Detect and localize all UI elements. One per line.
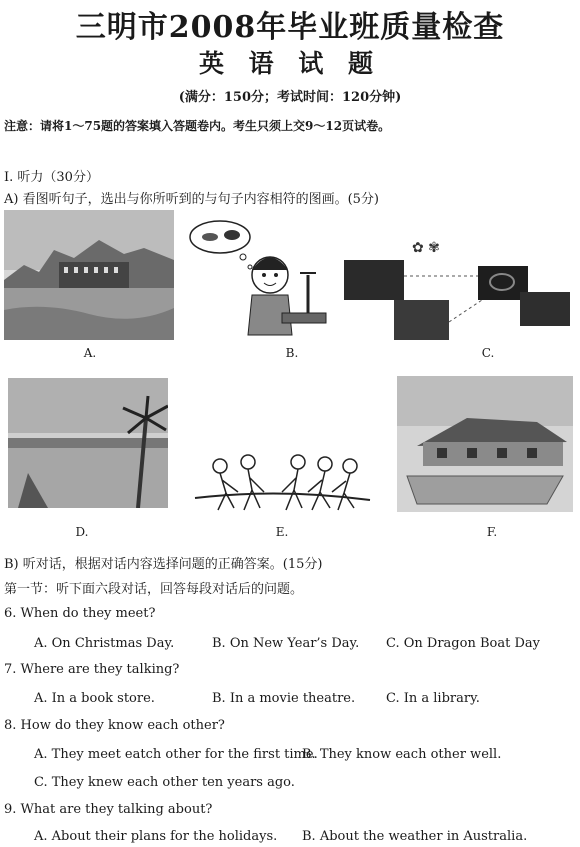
q6-option-a[interactable]: A. On Christmas Day. [34, 636, 175, 651]
picture-b-boy-at-table-icon [188, 215, 338, 343]
part1-heading: I. 听力（30分） [4, 170, 99, 185]
exam-meta: (满分：150分；考试时间：120分钟) [178, 90, 402, 105]
question-9-stem: 9. What are they talking about? [4, 802, 213, 817]
picture-a-label: A. [83, 346, 97, 360]
q8-option-c[interactable]: C. They knew each other ten years ago. [34, 775, 295, 790]
question-7-stem: 7. Where are they talking? [4, 662, 180, 677]
picture-e-tug-of-war-icon [190, 448, 375, 518]
picture-b-label: B. [285, 346, 299, 360]
picture-a-palace-landscape-icon [4, 210, 174, 340]
exam-subtitle: 英 语 试 题 [198, 49, 382, 78]
svg-text:✿ ✾: ✿ ✾ [412, 240, 440, 256]
picture-d-label: D. [75, 525, 89, 539]
q7-option-b[interactable]: B. In a movie theatre. [212, 691, 356, 706]
picture-c-label: C. [481, 346, 495, 360]
q6-option-b[interactable]: B. On New Year’s Day. [212, 636, 360, 651]
exam-note: 注意：请将1～75题的答案填入答题卷内。考生只须上交9～12页试卷。 [4, 119, 391, 133]
picture-f-label: F. [486, 525, 498, 539]
section-b-instructions: B) 听对话，根据对话内容选择问题的正确答案。(15分) [4, 557, 323, 572]
picture-d-palm-lake-icon [8, 378, 168, 508]
q8-option-a[interactable]: A. They meet eatch other for the first time. [34, 747, 318, 762]
q7-option-c[interactable]: C. In a library. [386, 691, 480, 706]
q6-option-c[interactable]: C. On Dragon Boat Day [386, 636, 540, 651]
question-8-stem: 8. How do they know each other? [4, 718, 225, 733]
q7-option-a[interactable]: A. In a book store. [34, 691, 155, 706]
picture-f-house-pool-icon [397, 376, 573, 512]
section-a-instructions: A) 看图听句子，选出与你所听到的与句子内容相符的图画。(5分) [4, 192, 380, 207]
q9-option-b[interactable]: B. About the weather in Australia. [302, 829, 528, 844]
q8-option-b[interactable]: B. They know each other well. [302, 747, 502, 762]
picture-e-label: E. [275, 525, 289, 539]
picture-c-collage-photos-icon [342, 232, 572, 342]
section-1-instructions: 第一节：听下面六段对话，回答每段对话后的问题。 [4, 582, 304, 597]
exam-title: 三明市2008年毕业班质量检查 [75, 10, 505, 45]
q9-option-a[interactable]: A. About their plans for the holidays. [34, 829, 278, 844]
question-6-stem: 6. When do they meet? [4, 606, 156, 621]
